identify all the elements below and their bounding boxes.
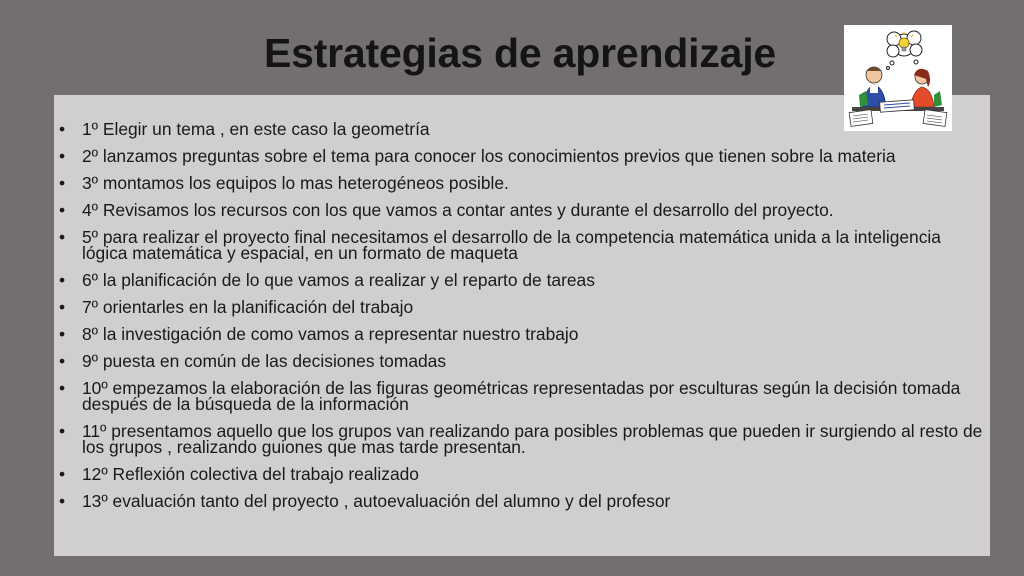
list-item [54, 272, 990, 288]
list-item [54, 148, 990, 164]
bullet-marker: • [59, 200, 66, 220]
list-item-text: 9º puesta en común de las decisiones tomadas [82, 351, 447, 371]
bullet-marker: • [59, 464, 66, 484]
illustration-svg [844, 25, 952, 131]
list-item [54, 466, 990, 482]
list-item-text: 1º Elegir un tema , en este caso la geometría [82, 119, 430, 139]
list-item-text: 8º la investigación de como vamos a representar nuestro trabajo [82, 324, 579, 344]
list-item [54, 493, 990, 509]
bullet-marker: • [59, 119, 66, 139]
list-item-text: 4º Revisamos los recursos con los que vamos a contar antes y durante el desarrollo del proyecto. [82, 200, 834, 220]
list-item [54, 353, 990, 369]
bullet-marker: • [59, 297, 66, 317]
list-item-text: 2º lanzamos preguntas sobre el tema para conocer los conocimientos previos que tienen sobre la materia [82, 146, 896, 166]
content-box [54, 95, 990, 556]
bullet-marker: • [59, 351, 66, 371]
list-item-text: 11º presentamos aquello que los grupos van realizando para posibles problemas que pueden ir surgiendo al resto de los grupos , realizando guiones que mas tarde presentan. [82, 421, 983, 457]
woman-figure-icon [910, 69, 942, 107]
list-item [54, 299, 990, 315]
man-figure-icon [859, 67, 886, 107]
list-item-text: 5º para realizar el proyecto final necesitamos el desarrollo de la competencia matemática unida a la inteligencia lógica matemática y espacial, en un formato de maqueta [82, 227, 941, 263]
list-item-text: 10º empezamos la elaboración de las figuras geométricas representadas por esculturas según la decisión tomada después de la búsqueda de la información [82, 378, 961, 414]
list-item-text: 7º orientarles en la planificación del trabajo [82, 297, 414, 317]
bullet-marker: • [59, 173, 66, 193]
list-item-text: 6º la planificación de lo que vamos a realizar y el reparto de tareas [82, 270, 595, 290]
bullet-marker: • [59, 227, 66, 247]
list-item-text: 3º montamos los equipos lo mas heterogéneos posible. [82, 173, 509, 193]
bullet-marker: • [59, 491, 66, 511]
list-item [54, 380, 990, 412]
list-item [54, 229, 990, 261]
bullet-marker: • [59, 270, 66, 290]
list-item [54, 202, 990, 218]
list-item [54, 326, 990, 342]
list-item-text: 12º Reflexión colectiva del trabajo realizado [82, 464, 419, 484]
bullet-marker: • [59, 378, 66, 398]
list-item [54, 423, 990, 455]
two-people-idea-lightbulb-icon [844, 25, 952, 131]
bullet-list [54, 121, 990, 520]
bullet-marker: • [59, 324, 66, 344]
bullet-marker: • [59, 421, 66, 441]
list-item [54, 175, 990, 191]
list-item-text: 13º evaluación tanto del proyecto , autoevaluación del alumno y del profesor [82, 491, 671, 511]
bullet-marker: • [59, 146, 66, 166]
slide-title: Estrategias de aprendizaje [263, 30, 777, 76]
